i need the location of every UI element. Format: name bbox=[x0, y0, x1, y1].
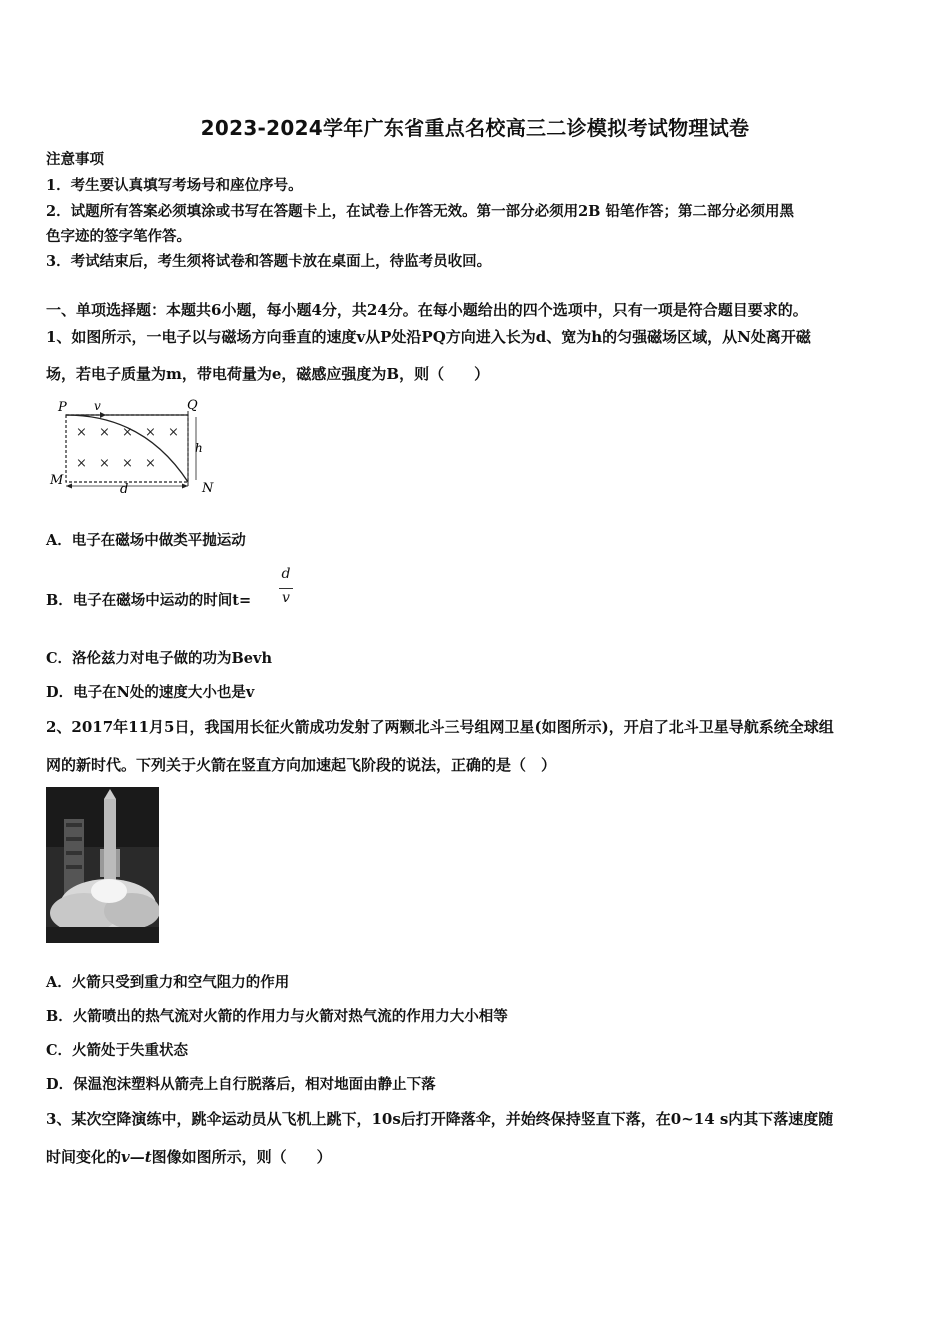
q2-option-b: B．火箭喷出的热气流对火箭的作用力与火箭对热气流的作用力大小相等 bbox=[46, 1008, 508, 1025]
notice-item-1: 1．考生要认真填写考场号和座位序号。 bbox=[46, 177, 303, 194]
notice-item-3: 3．考试结束后，考生须将试卷和答题卡放在桌面上，待监考员收回。 bbox=[46, 253, 492, 270]
q2-stem-line1: 2、2017年11月5日，我国用长征火箭成功发射了两颗北斗三号组网卫星(如图所示)，开启了北斗卫星导航系统全球组 bbox=[46, 718, 834, 736]
field-mark: × bbox=[76, 456, 87, 471]
label-d: d bbox=[120, 482, 129, 497]
label-q: Q bbox=[187, 398, 198, 413]
label-p: P bbox=[58, 400, 67, 415]
q3-stem-line1: 3、某次空降演练中，跳伞运动员从飞机上跳下，10s后打开降落伞，并始终保持竖直下落，在0~14 s内其下落速度随 bbox=[46, 1110, 834, 1128]
q1-option-d: D．电子在N处的速度大小也是v bbox=[46, 684, 255, 701]
label-v: v bbox=[94, 399, 101, 413]
vt-symbol: v—t bbox=[121, 1148, 152, 1166]
notice-item-2-cont: 色字迹的签字笔作答。 bbox=[46, 228, 191, 245]
label-n: N bbox=[202, 481, 214, 496]
q2-option-d: D．保温泡沫塑料从箭壳上自行脱落后，相对地面由静止下落 bbox=[46, 1076, 436, 1093]
notice-item-2: 2．试题所有答案必须填涂或书写在答题卡上，在试卷上作答无效。第一部分必须用2B 铅笔作答；第二部分必须用黑 bbox=[46, 203, 794, 220]
fraction-denominator: v bbox=[282, 590, 290, 606]
field-mark: × bbox=[168, 425, 179, 440]
q2-option-c: C．火箭处于失重状态 bbox=[46, 1042, 189, 1059]
q1-stem-line2: 场，若电子质量为m，带电荷量为e，磁感应强度为B，则（ ） bbox=[46, 365, 490, 383]
field-mark: × bbox=[145, 425, 156, 440]
label-h: h bbox=[195, 441, 203, 455]
q1-option-a: A．电子在磁场中做类平抛运动 bbox=[46, 532, 246, 549]
field-mark: × bbox=[99, 425, 110, 440]
field-mark: × bbox=[99, 456, 110, 471]
label-m: M bbox=[50, 473, 64, 488]
field-mark: × bbox=[145, 456, 156, 471]
field-mark: × bbox=[122, 425, 133, 440]
q1-option-b: B．电子在磁场中运动的时间t= bbox=[46, 592, 252, 609]
q2-stem-line2: 网的新时代。下列关于火箭在竖直方向加速起飞阶段的说法，正确的是（ ） bbox=[46, 756, 557, 774]
page-title: 2023-2024学年广东省重点名校高三二诊模拟考试物理试卷 bbox=[200, 116, 750, 140]
fraction-numerator: d bbox=[281, 566, 291, 582]
magnetic-field-diagram bbox=[44, 394, 224, 498]
notice-heading: 注意事项 bbox=[46, 151, 104, 168]
q2-option-a: A．火箭只受到重力和空气阻力的作用 bbox=[46, 974, 290, 991]
q3-stem-line2 bbox=[46, 1147, 908, 1167]
section-heading: 一、单项选择题：本题共6小题，每小题4分，共24分。在每小题给出的四个选项中，只有一项是符合题目要求的。 bbox=[46, 301, 808, 319]
q1-option-c: C．洛伦兹力对电子做的功为Bevh bbox=[46, 650, 272, 667]
q3-stem-part-b: 图像如图所示，则（ ） bbox=[151, 1148, 332, 1166]
rocket-launch-photo bbox=[46, 787, 159, 943]
q1-stem-line1: 1、如图所示，一电子以与磁场方向垂直的速度v从P处沿PQ方向进入长为d、宽为h的匀强磁场区域，从N处离开磁 bbox=[46, 328, 811, 346]
field-mark: × bbox=[76, 425, 87, 440]
q3-stem-part-a: 时间变化的 bbox=[46, 1148, 122, 1166]
field-mark: × bbox=[122, 456, 133, 471]
